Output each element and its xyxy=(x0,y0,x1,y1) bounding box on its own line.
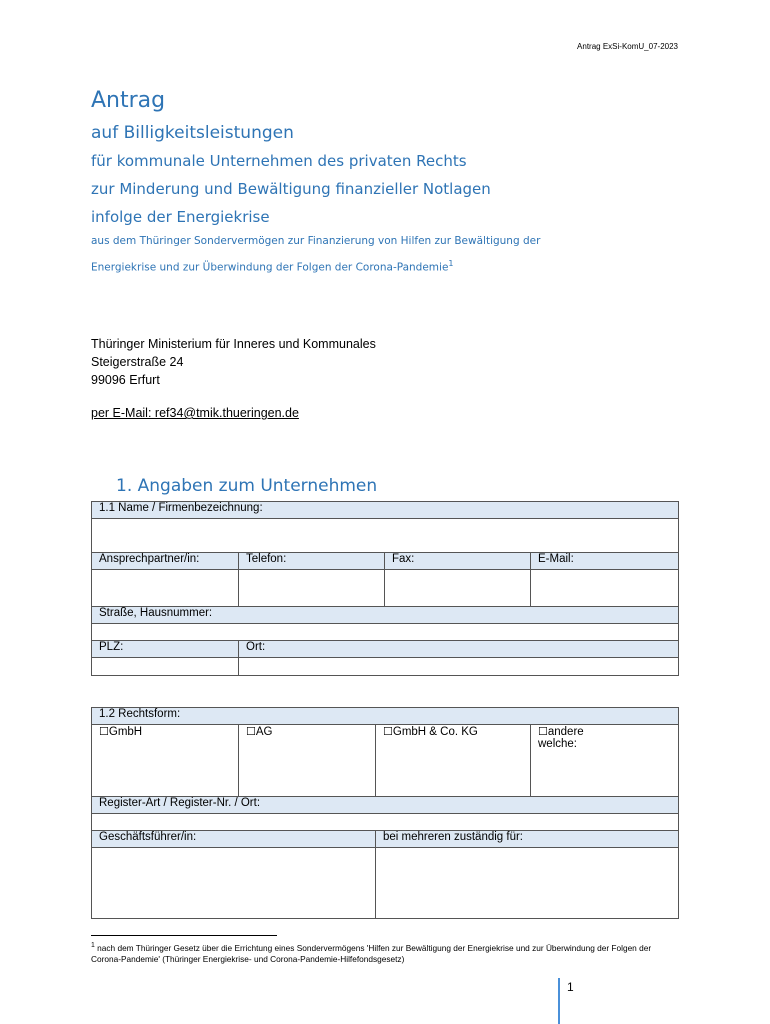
title-line-7 xyxy=(91,259,454,274)
legal-form-table xyxy=(91,707,679,919)
footnote-mark: 1 xyxy=(91,942,95,949)
company-name-label: 1.1 Name / Firmenbezeichnung: xyxy=(92,502,679,519)
manager-label: Geschäftsführer/in: xyxy=(92,831,376,848)
legal-form-label: 1.2 Rechtsform: xyxy=(92,708,679,725)
checkbox-other-icon[interactable]: ☐ xyxy=(538,725,548,738)
document-reference: Antrag ExSi-KomU_07-2023 xyxy=(577,42,678,51)
email-label: E-Mail: xyxy=(531,553,679,570)
recipient-address xyxy=(91,335,376,389)
other-which-label: welche: xyxy=(538,738,577,750)
street-label: Straße, Hausnummer: xyxy=(92,607,679,624)
fax-label: Fax: xyxy=(385,553,531,570)
register-label: Register-Art / Register-Nr. / Ort: xyxy=(92,797,679,814)
option-gmbh-label: GmbH xyxy=(108,726,143,738)
company-details-table xyxy=(91,501,679,676)
section-heading: 1. Angaben zum Unternehmen xyxy=(116,476,378,496)
checkbox-gmbh-icon[interactable]: ☐ xyxy=(99,725,109,738)
checkbox-gmbh-co-kg-icon[interactable]: ☐ xyxy=(383,725,393,738)
recipient-email-link[interactable]: per E-Mail: ref34@tmik.thueringen.de xyxy=(91,406,299,420)
recipient-city: 99096 Erfurt xyxy=(91,373,160,387)
plz-label: PLZ: xyxy=(92,641,239,658)
plz-field[interactable] xyxy=(92,658,239,676)
footnote-reference[interactable]: 1 xyxy=(448,259,454,268)
title-antrag: Antrag xyxy=(91,88,166,113)
page-number: 1 xyxy=(567,980,574,994)
contact-person-field[interactable] xyxy=(92,570,239,607)
footnote-divider xyxy=(91,935,277,936)
recipient-street: Steigerstraße 24 xyxy=(91,355,184,369)
page-number-bar xyxy=(558,978,560,1024)
register-field[interactable] xyxy=(92,814,679,831)
fax-field[interactable] xyxy=(385,570,531,607)
phone-label: Telefon: xyxy=(239,553,385,570)
title-line-4: zur Minderung und Bewältigung finanzieller Notlagen xyxy=(91,180,491,198)
title-line-7-text: Energiekrise und zur Überwindung der Folgen der Corona-Pandemie xyxy=(91,261,449,274)
option-gmbh[interactable] xyxy=(92,725,239,797)
option-other[interactable] xyxy=(531,725,679,797)
checkbox-ag-icon[interactable]: ☐ xyxy=(246,725,256,738)
street-field[interactable] xyxy=(92,624,679,641)
company-name-field[interactable] xyxy=(92,519,679,553)
footnote-text: nach dem Thüringer Gesetz über die Errichtung eines Sondervermögens 'Hilfen zur Bewältigung der Energiekrise und zur Überwindung der Folgen der Corona-Pandemie' (Thüringer Energiekrise- und Corona-Pandemie-Hilfefondsgesetz) xyxy=(91,942,652,964)
city-label: Ort: xyxy=(239,641,679,658)
title-line-6: aus dem Thüringer Sondervermögen zur Finanzierung von Hilfen zur Bewältigung der xyxy=(91,235,541,247)
option-gmbh-co-kg-label: GmbH & Co. KG xyxy=(392,726,478,738)
title-subtitle: auf Billigkeitsleistungen xyxy=(91,123,294,143)
recipient-name: Thüringer Ministerium für Inneres und Kommunales xyxy=(91,337,376,351)
contact-person-label: Ansprechpartner/in: xyxy=(92,553,239,570)
title-line-5: infolge der Energiekrise xyxy=(91,208,270,226)
email-field[interactable] xyxy=(531,570,679,607)
manager-field[interactable] xyxy=(92,848,376,919)
responsible-field[interactable] xyxy=(376,848,679,919)
option-gmbh-co-kg[interactable] xyxy=(376,725,531,797)
phone-field[interactable] xyxy=(239,570,385,607)
option-ag[interactable] xyxy=(239,725,376,797)
footnote xyxy=(91,940,671,965)
city-field[interactable] xyxy=(239,658,679,676)
title-line-3: für kommunale Unternehmen des privaten Rechts xyxy=(91,152,467,170)
option-other-label: andere xyxy=(547,726,584,738)
responsible-label: bei mehreren zuständig für: xyxy=(376,831,679,848)
option-ag-label: AG xyxy=(255,726,273,738)
